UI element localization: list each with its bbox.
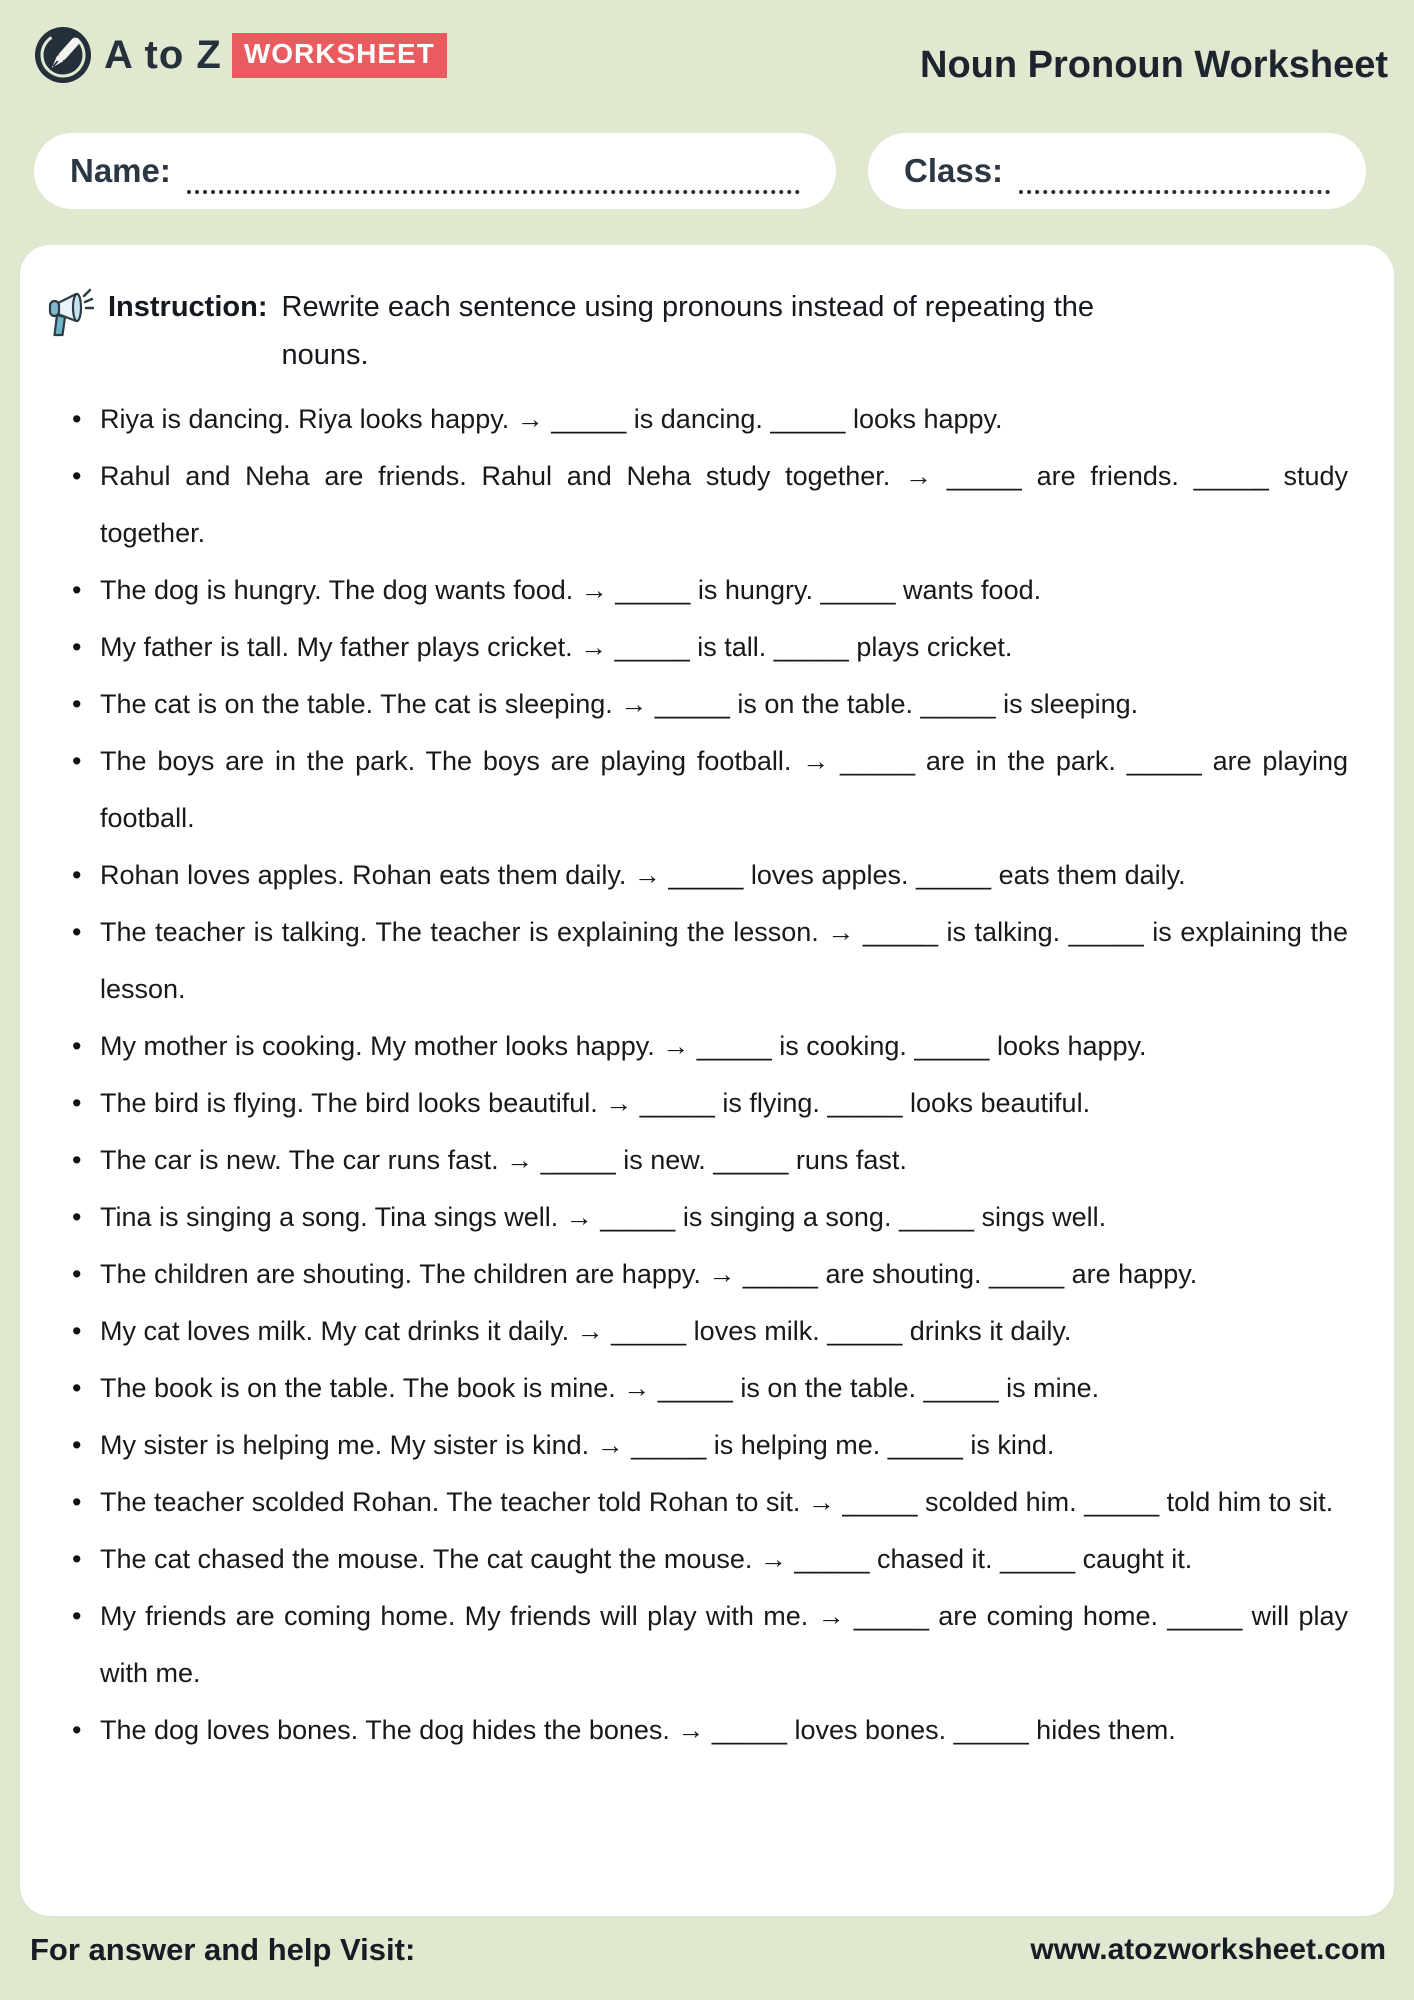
instruction-block bbox=[46, 283, 1142, 379]
instruction-text: Rewrite each sentence using pronouns instead of repeating the nouns. bbox=[281, 291, 1095, 371]
name-field bbox=[34, 133, 836, 209]
exercise-list bbox=[100, 391, 1348, 1759]
worksheet-card bbox=[20, 245, 1394, 1916]
exercise-item: • Tina is singing a song. Tina sings well. → _____ is singing a song. _____ sings well. bbox=[100, 1189, 1348, 1246]
exercise-item: • The book is on the table. The book is mine. → _____ is on the table. _____ is mine. bbox=[100, 1360, 1348, 1417]
exercise-item: • The boys are in the park. The boys are playing football. → _____ are in the park. _____ are playing football. bbox=[100, 733, 1348, 847]
footer-site-link[interactable]: www.atozworksheet.com bbox=[1030, 1933, 1386, 1966]
footer-help-text: For answer and help Visit: bbox=[30, 1932, 416, 1967]
exercise-item: • Riya is dancing. Riya looks happy. → _____ is dancing. _____ looks happy. bbox=[100, 391, 1348, 448]
class-field bbox=[868, 133, 1366, 209]
class-input-line[interactable] bbox=[1019, 148, 1330, 194]
name-input-line[interactable] bbox=[187, 148, 800, 194]
exercise-item: • The dog loves bones. The dog hides the bones. → _____ loves bones. _____ hides them. bbox=[100, 1702, 1348, 1759]
exercise-item: • The car is new. The car runs fast. → _____ is new. _____ runs fast. bbox=[100, 1132, 1348, 1189]
exercise-item: • Rahul and Neha are friends. Rahul and Neha study together. → _____ are friends. _____ study together. bbox=[100, 448, 1348, 562]
page-title: Noun Pronoun Worksheet bbox=[920, 44, 1388, 86]
class-label: Class: bbox=[904, 152, 1004, 189]
exercise-item: • The bird is flying. The bird looks beautiful. → _____ is flying. _____ looks beautiful. bbox=[100, 1075, 1348, 1132]
name-label: Name: bbox=[70, 152, 171, 189]
brand-badge: WORKSHEET bbox=[232, 33, 447, 78]
exercise-item: • The cat chased the mouse. The cat caught the mouse. → _____ chased it. _____ caught it. bbox=[100, 1531, 1348, 1588]
instruction-label: Instruction: bbox=[108, 291, 268, 323]
exercise-item: • My father is tall. My father plays cricket. → _____ is tall. _____ plays cricket. bbox=[100, 619, 1348, 676]
exercise-item: • The children are shouting. The children are happy. → _____ are shouting. _____ are happy. bbox=[100, 1246, 1348, 1303]
exercise-item: • The cat is on the table. The cat is sleeping. → _____ is on the table. _____ is sleeping. bbox=[100, 676, 1348, 733]
pen-circle-icon bbox=[34, 26, 92, 84]
megaphone-icon bbox=[46, 287, 94, 341]
exercise-item: • My mother is cooking. My mother looks happy. → _____ is cooking. _____ looks happy. bbox=[100, 1018, 1348, 1075]
exercise-item: • Rohan loves apples. Rohan eats them daily. → _____ loves apples. _____ eats them daily. bbox=[100, 847, 1348, 904]
exercise-item: • The teacher scolded Rohan. The teacher told Rohan to sit. → _____ scolded him. _____ told him to sit. bbox=[100, 1474, 1348, 1531]
brand bbox=[34, 26, 447, 84]
exercise-item: • My friends are coming home. My friends will play with me. → _____ are coming home. _____ will play with me. bbox=[100, 1588, 1348, 1702]
exercise-item: • My sister is helping me. My sister is kind. → _____ is helping me. _____ is kind. bbox=[100, 1417, 1348, 1474]
exercise-item: • The dog is hungry. The dog wants food. → _____ is hungry. _____ wants food. bbox=[100, 562, 1348, 619]
brand-name: A to Z bbox=[104, 32, 222, 77]
exercise-item: • My cat loves milk. My cat drinks it daily. → _____ loves milk. _____ drinks it daily. bbox=[100, 1303, 1348, 1360]
exercise-item: • The teacher is talking. The teacher is explaining the lesson. → _____ is talking. _____ is explaining the lesson. bbox=[100, 904, 1348, 1018]
